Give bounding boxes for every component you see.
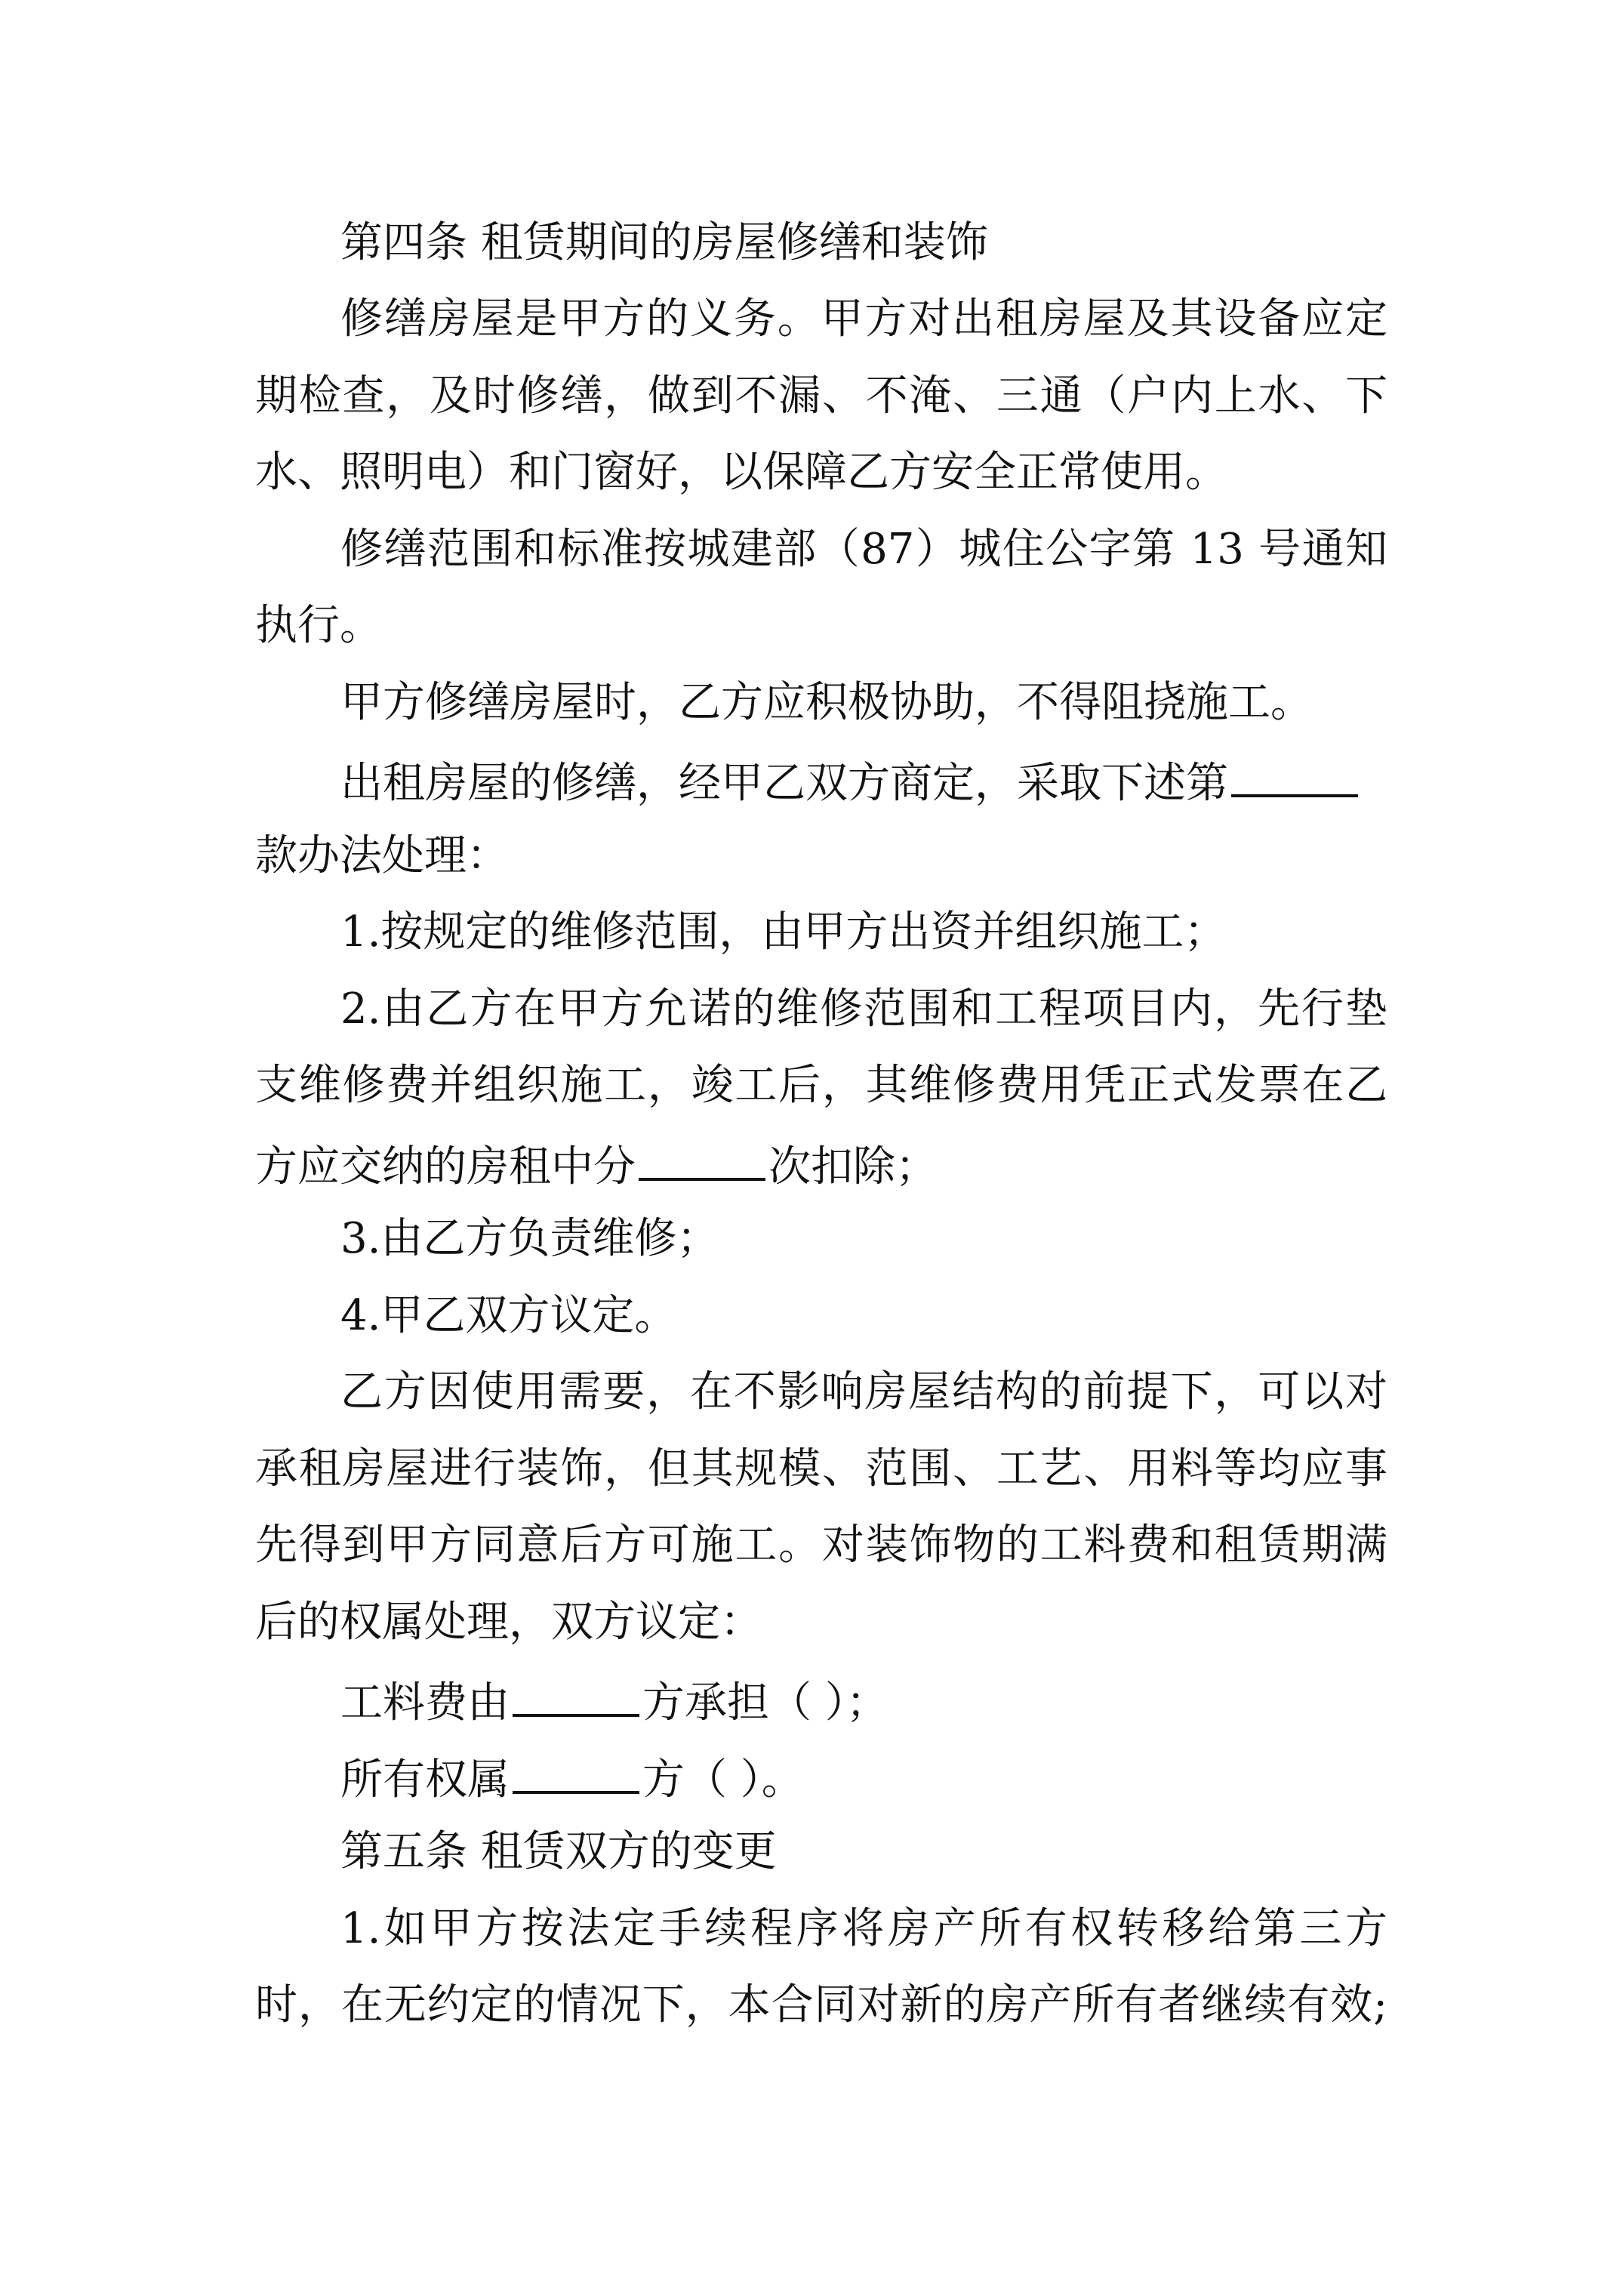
fill-in-blank-cost-party[interactable] — [513, 1669, 639, 1717]
article4-p4-line2: 款办法处理： — [255, 831, 509, 880]
article4-item2-line3-pre: 方应交纳的房租中分 — [255, 1142, 636, 1191]
article4-p1-line1-text: 修缮房屋是甲方的义务。甲方对出租房屋及其设备应定 — [340, 294, 1387, 344]
article4-item2-line2: 支维修费并组织施工，竣工后，其维修费用凭正式发票在乙 — [255, 1061, 1387, 1110]
article4-item2-line1-text: 2.由乙方在甲方允诺的维修范围和工程项目内，先行垫 — [340, 985, 1387, 1034]
article4-item2-line3 — [255, 1133, 938, 1193]
article4-item4: 4.甲乙双方议定。 — [340, 1291, 677, 1340]
article4-item2-line1 — [340, 979, 1387, 1040]
article4-p1-line2: 期检查，及时修缮，做到不漏、不淹、三通（户内上水、下 — [255, 371, 1387, 421]
article4-item3: 3.由乙方负责维修； — [340, 1214, 719, 1263]
article4-p1-line3: 水、照明电）和门窗好，以保障乙方安全正常使用。 — [255, 448, 1227, 497]
article4-ownership-post: 方（ ）。 — [642, 1755, 804, 1804]
article4-p3: 甲方修缮房屋时，乙方应积极协助，不得阻挠施工。 — [340, 678, 1313, 727]
article4-p5-line2: 承租房屋进行装饰，但其规模、范围、工艺、用料等均应事 — [255, 1444, 1387, 1493]
article4-cost-line — [340, 1669, 888, 1729]
article4-p2-line2: 执行。 — [255, 601, 382, 650]
fill-in-blank-clause-number[interactable] — [1231, 749, 1358, 797]
article4-p5-line1-text: 乙方因使用需要，在不影响房屋结构的前提下，可以对 — [340, 1367, 1387, 1416]
article4-p2-line1 — [340, 519, 1387, 580]
article4-p5-line4: 后的权属处理，双方议定： — [255, 1598, 762, 1647]
article4-p4-line1-text: 出租房屋的修缮，经甲乙双方商定，采取下述第 — [340, 759, 1228, 808]
article5-item1-line2: 时，在无约定的情况下，本合同对新的房产所有者继续有效; — [255, 1980, 1387, 2029]
article4-p5-line1 — [340, 1362, 1387, 1422]
article4-item1: 1.按规定的维修范围，由甲方出资并组织施工； — [340, 908, 1227, 957]
article4-p5-line3: 先得到甲方同意后方可施工。对装饰物的工料费和租赁期满 — [255, 1521, 1387, 1570]
article4-p2-line1-text: 修缮范围和标准按城建部（87）城住公字第 13 号通知 — [340, 525, 1387, 574]
article4-title: 第四条 租赁期间的房屋修缮和装饰 — [340, 218, 988, 267]
article4-cost-pre: 工料费由 — [340, 1678, 510, 1727]
article4-item2-line3-post: 次扣除； — [768, 1142, 938, 1191]
article5-item1-line1-text: 1.如甲方按法定手续程序将房产所有权转移给第三方 — [340, 1904, 1387, 1953]
article5-item1-line1 — [340, 1899, 1387, 1959]
article5-title: 第五条 租赁双方的变更 — [340, 1827, 777, 1876]
article4-p1-line1 — [340, 289, 1387, 350]
article4-ownership-line — [340, 1746, 804, 1806]
fill-in-blank-ownership-party[interactable] — [513, 1746, 639, 1794]
fill-in-blank-installments[interactable] — [639, 1133, 765, 1181]
article4-ownership-pre: 所有权属 — [340, 1755, 510, 1804]
article4-p4-line1 — [340, 749, 1361, 809]
article4-cost-post: 方承担（ ）； — [642, 1678, 888, 1727]
